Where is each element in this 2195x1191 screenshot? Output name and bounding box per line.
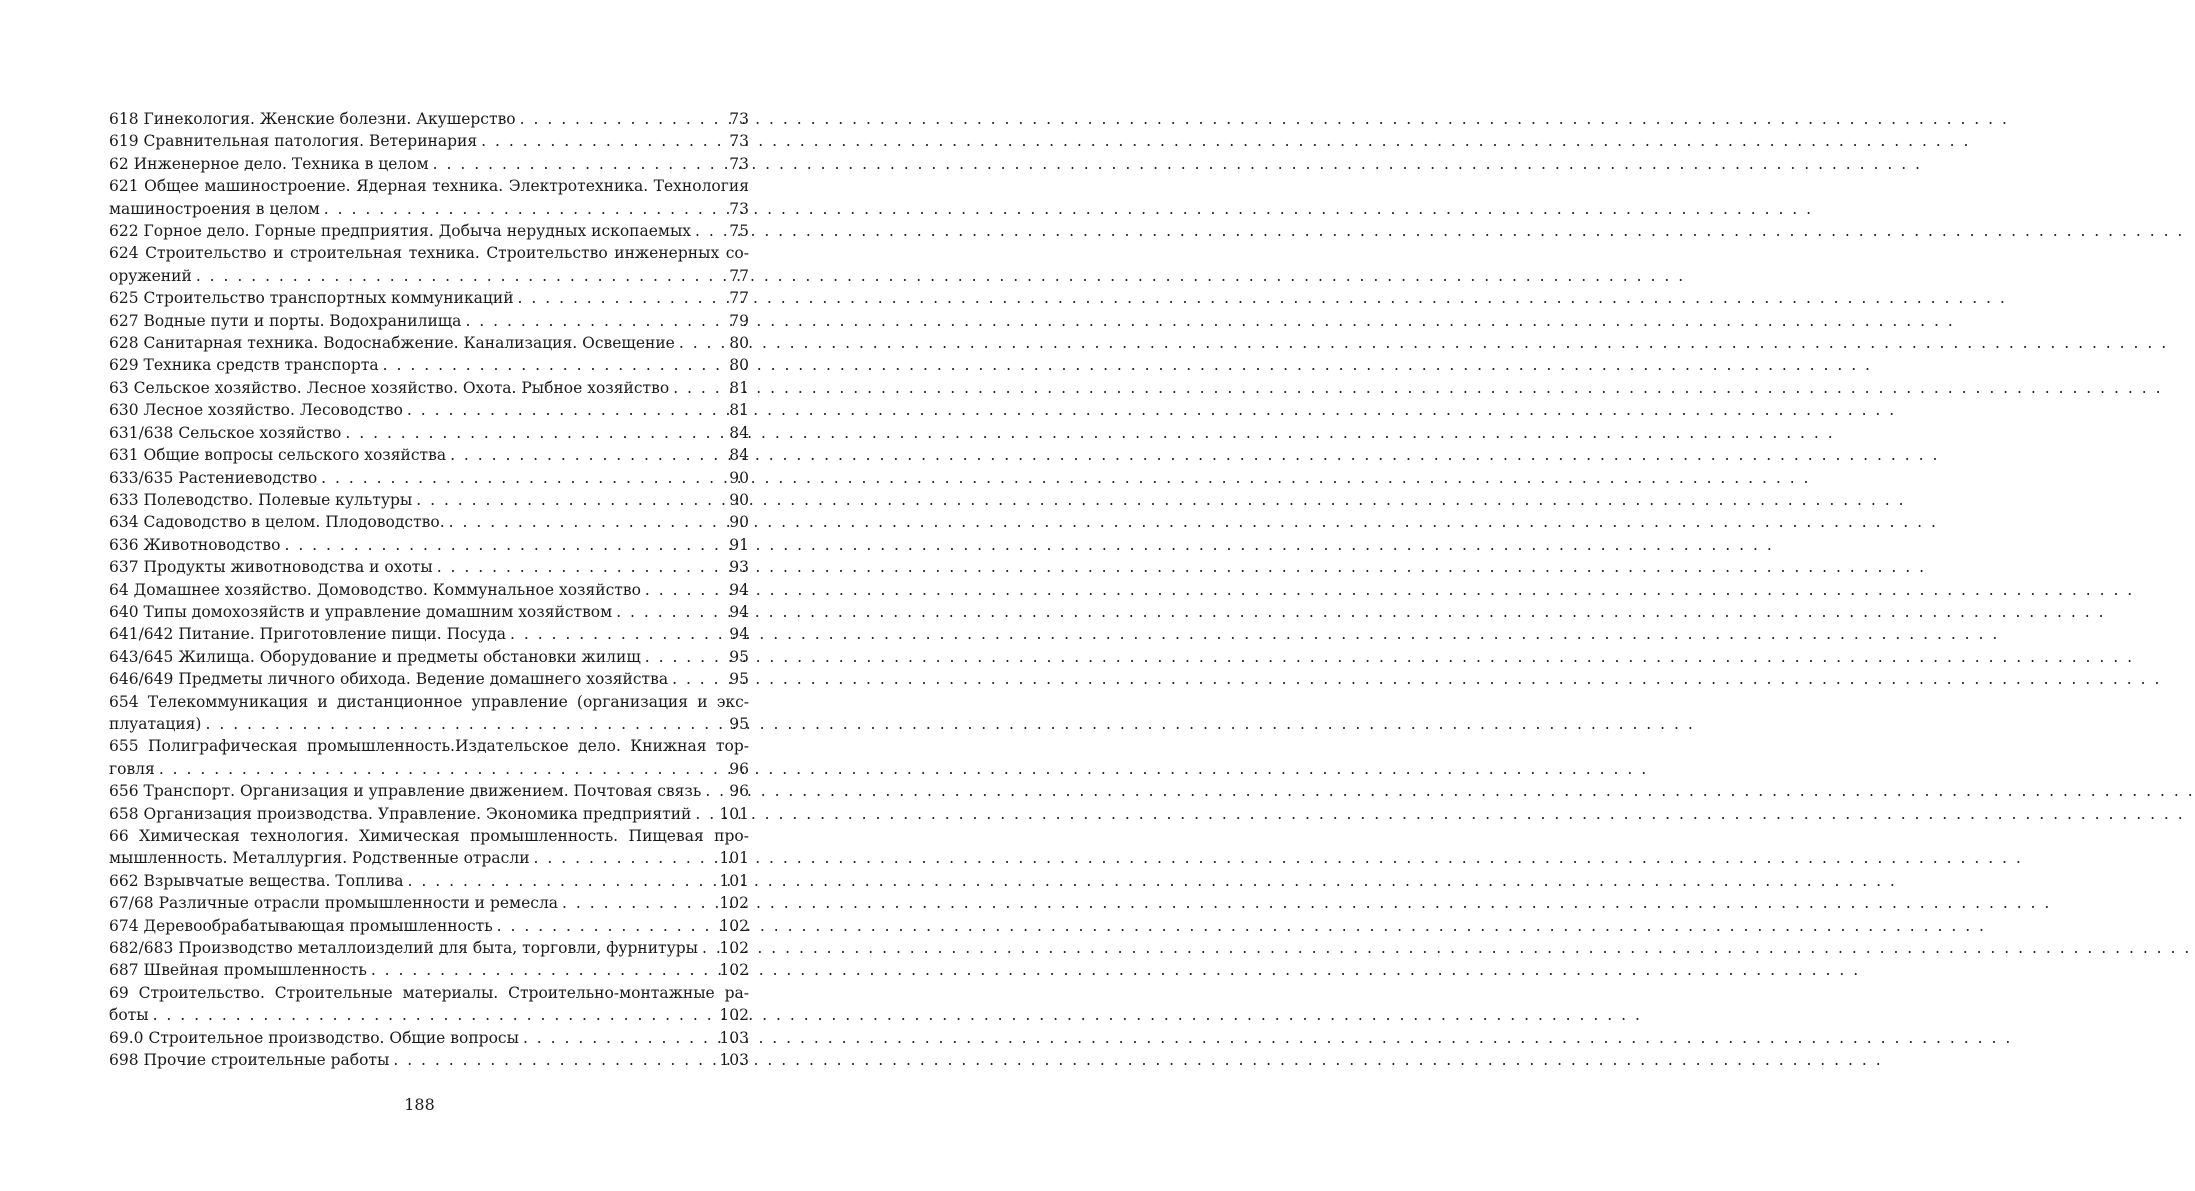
toc-entry bbox=[109, 892, 749, 914]
toc-entry-title: 662 Взрывчатые вещества. Топлива bbox=[109, 871, 404, 890]
toc-entry-first-line: 621 Общее машиностроение. Ядерная техника. Электротехника. Технология bbox=[109, 177, 749, 196]
toc-entry-title: 64 Домашнее хозяйство. Домоводство. Коммунальное хозяйство bbox=[109, 580, 641, 599]
toc-entry-page: 90 bbox=[729, 490, 749, 509]
toc-entry-title: 631/638 Сельское хозяйство bbox=[109, 423, 342, 442]
dot-leader bbox=[673, 377, 727, 399]
dot-leader bbox=[407, 399, 727, 421]
toc-entry-title: 627 Водные пути и порты. Водохранилища bbox=[109, 311, 462, 330]
dot-leader bbox=[437, 556, 728, 578]
toc-entry bbox=[109, 511, 749, 533]
toc-entry-title: 633/635 Растениеводство bbox=[109, 468, 318, 487]
toc-entry-first-line: 69 Строительство. Строительные материалы. Строительно-монтажные ра- bbox=[109, 983, 749, 1002]
toc-entry-title: 656 Транспорт. Организация и управление движением. Почтовая связь bbox=[109, 782, 702, 801]
toc-entry-title: 658 Организация производства. Управление. Экономика предприятий bbox=[109, 804, 692, 823]
toc-entry-first-line: 655 Полиграфическая промышленность.Издательское дело. Книжная тор- bbox=[109, 737, 749, 756]
dot-leader bbox=[449, 511, 728, 533]
toc-entry-title: 637 Продукты животноводства и охоты bbox=[109, 558, 433, 577]
toc-entry-page: 103 bbox=[719, 1051, 749, 1070]
toc-entry bbox=[109, 937, 749, 959]
toc-entry-page: 101 bbox=[719, 871, 749, 890]
toc-entry bbox=[109, 959, 749, 981]
toc-entry bbox=[109, 758, 749, 780]
toc-entry bbox=[109, 915, 749, 937]
toc-entry bbox=[109, 847, 749, 869]
toc-entry bbox=[109, 601, 749, 623]
dot-leader bbox=[324, 198, 727, 220]
toc-entry bbox=[109, 354, 749, 376]
toc-entry bbox=[109, 332, 749, 354]
toc-entry-page: 102 bbox=[719, 1006, 749, 1025]
toc-entry bbox=[109, 780, 749, 802]
toc-entry bbox=[109, 803, 749, 825]
toc-entry-title: 698 Прочие строительные работы bbox=[109, 1051, 390, 1070]
toc-entry-title: 629 Техника средств транспорта bbox=[109, 356, 379, 375]
dot-leader bbox=[408, 870, 718, 892]
toc-entry-title: мышленность. Металлургия. Родственные отрасли bbox=[109, 849, 530, 868]
page-number: 188 bbox=[404, 1095, 435, 1114]
toc-entry bbox=[109, 556, 749, 578]
toc-entry-first-line: 66 Химическая технология. Химическая промышленность. Пищевая про- bbox=[109, 827, 749, 845]
toc-entry-page: 94 bbox=[729, 625, 749, 644]
toc-entry-title: оружений bbox=[109, 266, 192, 285]
dot-leader bbox=[416, 489, 727, 511]
toc-entry bbox=[109, 153, 749, 175]
toc-entry bbox=[109, 220, 749, 242]
toc-entry-page: 73 bbox=[729, 154, 749, 173]
dot-leader bbox=[159, 758, 727, 780]
toc-entry-page: 102 bbox=[719, 961, 749, 980]
dot-leader bbox=[321, 467, 727, 489]
toc-entry-page: 84 bbox=[729, 423, 749, 442]
toc-entry-page: 102 bbox=[719, 916, 749, 935]
toc-entry-page: 95 bbox=[729, 647, 749, 666]
toc-entry-title: 633 Полеводство. Полевые культуры bbox=[109, 490, 413, 509]
toc-entry-page: 103 bbox=[719, 1028, 749, 1047]
toc-entry-title: 631 Общие вопросы сельского хозяйства bbox=[109, 446, 447, 465]
toc-entry bbox=[109, 1049, 749, 1071]
toc-entry bbox=[109, 265, 749, 287]
toc-entry-page: 77 bbox=[729, 266, 749, 285]
dot-leader bbox=[616, 601, 727, 623]
toc-entry-first-line: 624 Строительство и строительная техника. Строительство инженерных со- bbox=[109, 244, 749, 263]
toc-entry bbox=[109, 377, 749, 399]
dot-leader bbox=[393, 1049, 717, 1071]
toc-entry-title: 640 Типы домохозяйств и управление домашним хозяйством bbox=[109, 602, 613, 621]
toc-entry-title: 618 Гинекология. Женские болезни. Акушерство bbox=[109, 110, 516, 128]
toc-entry-title: говля bbox=[109, 759, 155, 778]
toc-entry bbox=[109, 130, 749, 152]
toc-entry-page: 80 bbox=[729, 356, 749, 375]
toc-entry bbox=[109, 646, 749, 668]
dot-leader bbox=[702, 937, 717, 959]
dot-leader bbox=[153, 1004, 718, 1026]
toc-entry bbox=[109, 399, 749, 421]
dot-leader bbox=[645, 579, 727, 601]
toc-entry-page: 95 bbox=[729, 714, 749, 733]
toc-entry-page: 94 bbox=[729, 602, 749, 621]
dot-leader bbox=[510, 623, 727, 645]
dot-leader bbox=[679, 332, 727, 354]
toc-entry-page: 75 bbox=[729, 222, 749, 241]
toc-entry-page: 77 bbox=[729, 289, 749, 308]
toc-entry bbox=[109, 623, 749, 645]
toc-entry-title: боты bbox=[109, 1006, 149, 1025]
dot-leader bbox=[433, 153, 728, 175]
toc-entry-title: плуатация) bbox=[109, 714, 202, 733]
toc-entry bbox=[109, 108, 749, 130]
toc-entry-page: 96 bbox=[729, 782, 749, 801]
toc-entry bbox=[109, 467, 749, 489]
toc-entry bbox=[109, 422, 749, 444]
toc-entry-title: 625 Строительство транспортных коммуникаций bbox=[109, 289, 514, 308]
toc-entry-title: 63 Сельское хозяйство. Лесное хозяйство. Охота. Рыбное хозяйство bbox=[109, 378, 670, 397]
toc-entry-page: 90 bbox=[729, 513, 749, 532]
toc-entry-title: 643/645 Жилища. Оборудование и предметы обстановки жилищ bbox=[109, 647, 641, 666]
toc-entry-title: машиностроения в целом bbox=[109, 199, 320, 218]
dot-leader bbox=[520, 108, 728, 130]
toc-entry-page: 79 bbox=[729, 311, 749, 330]
dot-leader bbox=[672, 668, 727, 690]
toc-entry bbox=[109, 489, 749, 511]
toc-entry-title: 62 Инженерное дело. Техника в целом bbox=[109, 154, 429, 173]
toc-entry-page: 81 bbox=[729, 378, 749, 397]
toc-entry-title: 641/642 Питание. Приготовление пищи. Посуда bbox=[109, 625, 506, 644]
toc-entry-page: 80 bbox=[729, 334, 749, 353]
toc-entry-page: 84 bbox=[729, 446, 749, 465]
toc-entry-first-line: 654 Телекоммуникация и дистанционное управление (организация и экс- bbox=[109, 692, 749, 711]
toc-entry-page: 102 bbox=[719, 894, 749, 913]
dot-leader bbox=[695, 803, 717, 825]
dot-leader bbox=[284, 534, 727, 556]
dot-leader bbox=[383, 354, 728, 376]
toc-entry-page: 90 bbox=[729, 468, 749, 487]
toc-entry bbox=[109, 444, 749, 466]
toc-entry-title: 687 Швейная промышленность bbox=[109, 961, 367, 980]
dot-leader bbox=[450, 444, 727, 466]
toc-entry-title: 634 Садоводство в целом. Плодоводство. bbox=[109, 513, 445, 532]
dot-leader bbox=[196, 265, 727, 287]
toc-entry-title: 646/649 Предметы личного обихода. Ведение домашнего хозяйства bbox=[109, 670, 669, 689]
toc-entry-title: 628 Санитарная техника. Водоснабжение. Канализация. Освещение bbox=[109, 334, 675, 353]
toc-entry bbox=[109, 1027, 749, 1049]
toc-entry bbox=[109, 287, 749, 309]
toc-entry-page: 91 bbox=[729, 535, 749, 554]
dot-leader bbox=[465, 310, 727, 332]
toc-entry-page: 96 bbox=[729, 759, 749, 778]
dot-leader bbox=[497, 915, 718, 937]
toc-entry-page: 93 bbox=[729, 558, 749, 577]
toc-entry bbox=[109, 198, 749, 220]
toc-entry-title: 674 Деревообрабатывающая промышленность bbox=[109, 916, 493, 935]
toc-entry-page: 101 bbox=[719, 804, 749, 823]
toc-entry-title: 69.0 Строительное производство. Общие вопросы bbox=[109, 1028, 519, 1047]
dot-leader bbox=[534, 847, 718, 869]
dot-leader bbox=[523, 1027, 717, 1049]
toc-entry bbox=[109, 310, 749, 332]
toc-entry bbox=[109, 579, 749, 601]
dot-leader bbox=[518, 287, 728, 309]
toc-entry-page: 73 bbox=[729, 132, 749, 151]
toc-entry-page: 73 bbox=[729, 199, 749, 218]
dot-leader bbox=[705, 780, 727, 802]
dot-leader bbox=[645, 646, 728, 668]
dot-leader bbox=[481, 130, 727, 152]
toc-entry bbox=[109, 870, 749, 892]
toc-entry-page: 94 bbox=[729, 580, 749, 599]
dot-leader bbox=[695, 220, 727, 242]
dot-leader bbox=[562, 892, 717, 914]
toc-entry bbox=[109, 534, 749, 556]
dot-leader bbox=[345, 422, 727, 444]
table-of-contents bbox=[109, 108, 749, 1071]
dot-leader bbox=[371, 959, 718, 981]
toc-entry-title: 636 Животноводство bbox=[109, 535, 281, 554]
toc-entry-page: 101 bbox=[719, 849, 749, 868]
toc-entry-title: 630 Лесное хозяйство. Лесоводство bbox=[109, 401, 403, 420]
toc-entry-title: 67/68 Различные отрасли промышленности и ремесла bbox=[109, 894, 559, 913]
dot-leader bbox=[205, 713, 727, 735]
toc-entry-title: 682/683 Производство металлоизделий для быта, торговли, фурнитуры bbox=[109, 939, 698, 958]
toc-entry-page: 95 bbox=[729, 670, 749, 689]
toc-entry bbox=[109, 713, 749, 735]
toc-entry-title: 622 Горное дело. Горные предприятия. Добыча нерудных ископаемых bbox=[109, 222, 692, 241]
toc-entry-page: 81 bbox=[729, 401, 749, 420]
toc-entry-page: 73 bbox=[729, 110, 749, 128]
toc-entry bbox=[109, 1004, 749, 1026]
toc-entry-page: 102 bbox=[719, 939, 749, 958]
toc-entry bbox=[109, 668, 749, 690]
toc-entry-title: 619 Сравнительная патология. Ветеринария bbox=[109, 132, 478, 151]
